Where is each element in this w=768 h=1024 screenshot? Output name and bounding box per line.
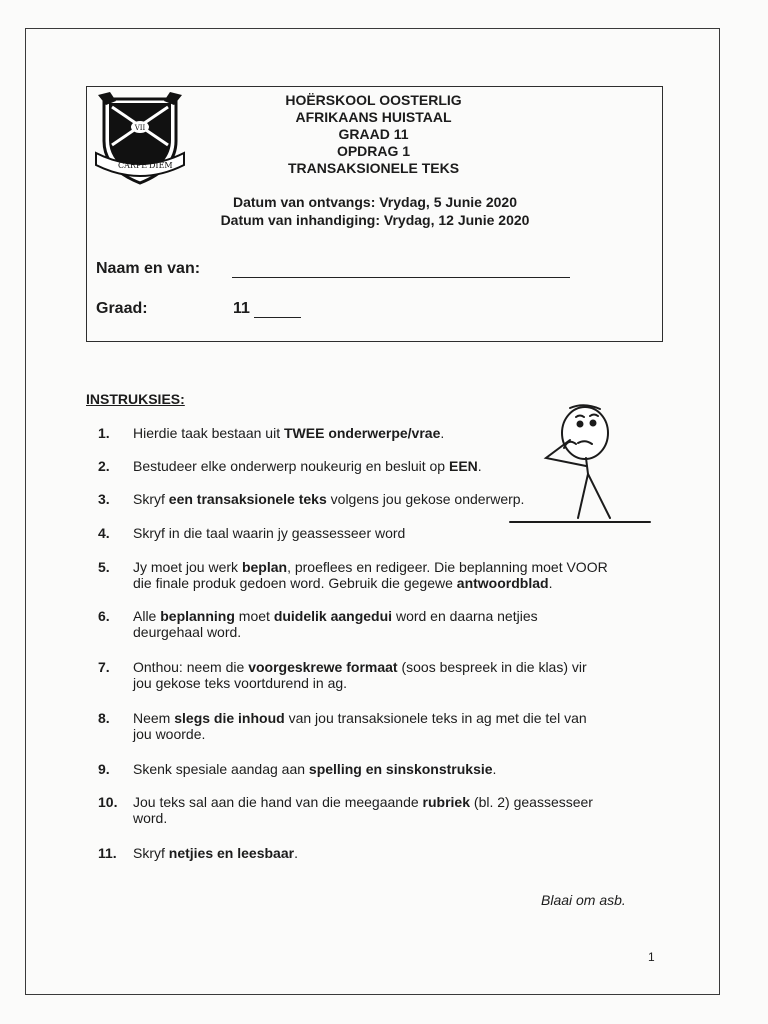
school-crest-icon [94,89,186,185]
thinking-stick-figure-icon [500,400,655,530]
instruction-text: Onthou: neem die voorgeskrewe formaat (soos bespreek in die klas) vir jou gekose teks voortdurend in ag. [133,659,587,691]
instruction-number: 10. [98,794,118,810]
crest-motto-left: CARPE [118,161,148,170]
instruction-number: 8. [98,710,110,726]
document-title-block [192,92,555,177]
instruction-text: Jou teks sal aan die hand van die meegaande rubriek (bl. 2) geassesseer word. [133,794,593,826]
page-number: 1 [648,950,655,964]
grade-label: Graad: [96,300,148,317]
instruction-text: Skryf netjies en leesbaar. [133,845,298,861]
instruction-number: 3. [98,491,110,507]
date-submitted: Datum van inhandiging: Vrydag, 12 Junie 2020 [220,212,530,228]
instruction-text: Neem slegs die inhoud van jou transaksionele teks in ag met die tel van jou woorde. [133,710,587,742]
instruction-text: Skenk spesiale aandag aan spelling en sinskonstruksie. [133,761,497,777]
topic-heading: TRANSAKSIONELE TEKS [287,160,460,176]
name-input-line[interactable] [232,277,570,278]
instruction-number: 9. [98,761,110,777]
instruction-text: Hierdie taak bestaan uit TWEE onderwerpe/vrae. [133,425,445,441]
instructions-title: INSTRUKSIES: [86,391,185,407]
turn-over-note: Blaai om asb. [541,892,626,908]
assignment-heading: OPDRAG 1 [336,143,411,159]
date-received: Datum van ontvangs: Vrydag, 5 Junie 2020 [233,194,517,210]
instruction-number: 4. [98,525,110,541]
instruction-text: Skryf in die taal waarin jy geassesseer word [133,525,406,541]
instruction-text: Alle beplanning moet duidelik aangedui word en daarna netjies deurgehaal word. [133,608,538,640]
grade-heading: GRAAD 11 [338,126,409,142]
dates-block [175,193,575,229]
crest-motto-right: DIEM [149,161,173,170]
instruction-number: 6. [98,608,110,624]
instruction-number: 7. [98,659,110,675]
instruction-number: 11. [98,845,117,861]
instruction-number: 2. [98,458,110,474]
instruction-text: Bestudeer elke onderwerp noukeurig en besluit op EEN. [133,458,482,474]
instruction-number: 1. [98,425,110,441]
instruction-text: Skryf een transaksionele teks volgens jou gekose onderwerp. [133,491,525,507]
instruction-text: Jy moet jou werk beplan, proeflees en redigeer. Die beplanning moet VOOR die finale produk gedoen word. Gebruik die gegewe antwoordblad. [133,559,608,591]
school-name: HOËRSKOOL OOSTERLIG [285,92,462,108]
svg-text:VII: VII [134,124,146,132]
grade-input-line[interactable] [254,317,301,318]
grade-value: 11 [233,300,250,317]
name-label: Naam en van: [96,260,201,277]
subject-name: AFRIKAANS HUISTAAL [295,109,452,125]
instruction-number: 5. [98,559,110,575]
